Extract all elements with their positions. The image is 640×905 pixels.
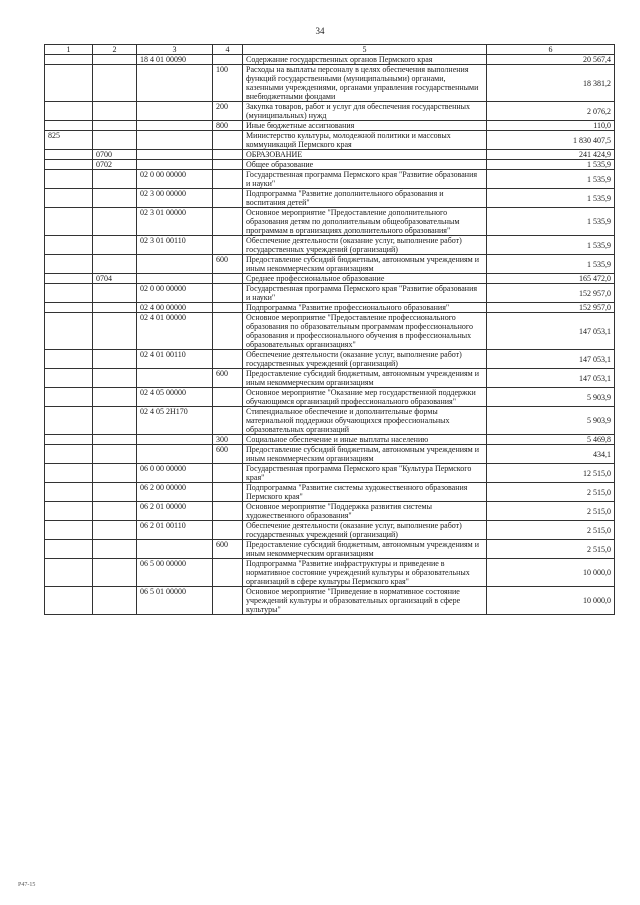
amount-cell: 1 535,9 <box>487 255 615 274</box>
section-code-cell <box>93 407 137 435</box>
expense-type-cell: 600 <box>213 369 243 388</box>
section-code-cell: 0702 <box>93 160 137 170</box>
description-cell: Подпрограмма "Развитие системы художественного образования Пермского края" <box>243 483 487 502</box>
target-article-cell: 06 2 00 00000 <box>137 483 213 502</box>
description-cell: Предоставление субсидий бюджетным, автономным учреждениям и иным некоммерческим организациям <box>243 369 487 388</box>
expense-type-cell: 200 <box>213 102 243 121</box>
table-row <box>45 131 615 150</box>
ministry-code-cell <box>45 102 93 121</box>
target-article-cell <box>137 369 213 388</box>
section-code-cell <box>93 303 137 313</box>
section-code-cell <box>93 284 137 303</box>
section-code-cell <box>93 502 137 521</box>
table-row <box>45 274 615 284</box>
target-article-cell: 02 4 01 00000 <box>137 313 213 350</box>
expense-type-cell <box>213 388 243 407</box>
page-number: 34 <box>315 26 325 36</box>
ministry-code-cell <box>45 150 93 160</box>
section-code-cell: 0704 <box>93 274 137 284</box>
ministry-code-cell <box>45 208 93 236</box>
target-article-cell: 02 0 00 00000 <box>137 284 213 303</box>
header-cell: 4 <box>213 45 243 55</box>
expense-type-cell <box>213 274 243 284</box>
ministry-code-cell <box>45 160 93 170</box>
ministry-code-cell <box>45 540 93 559</box>
ministry-code-cell <box>45 521 93 540</box>
section-code-cell <box>93 587 137 615</box>
section-code-cell <box>93 350 137 369</box>
amount-cell: 152 957,0 <box>487 303 615 313</box>
ministry-code-cell <box>45 236 93 255</box>
section-code-cell <box>93 521 137 540</box>
table-row <box>45 502 615 521</box>
description-cell: Государственная программа Пермского края "Развитие образования и науки" <box>243 284 487 303</box>
ministry-code-cell <box>45 435 93 445</box>
section-code-cell <box>93 540 137 559</box>
amount-cell: 2 515,0 <box>487 502 615 521</box>
ministry-code-cell <box>45 65 93 102</box>
target-article-cell <box>137 121 213 131</box>
table-header-row <box>45 45 615 55</box>
expense-type-cell: 600 <box>213 445 243 464</box>
ministry-code-cell <box>45 313 93 350</box>
section-code-cell <box>93 559 137 587</box>
table-row <box>45 102 615 121</box>
description-cell: Предоставление субсидий бюджетным, автономным учреждениям и иным некоммерческим организациям <box>243 445 487 464</box>
section-code-cell <box>93 369 137 388</box>
expense-type-cell <box>213 587 243 615</box>
expense-type-cell <box>213 483 243 502</box>
description-cell: Министерство культуры, молодежной политики и массовых коммуникаций Пермского края <box>243 131 487 150</box>
amount-cell: 2 515,0 <box>487 540 615 559</box>
section-code-cell <box>93 255 137 274</box>
target-article-cell <box>137 274 213 284</box>
table-row <box>45 559 615 587</box>
amount-cell: 1 535,9 <box>487 236 615 255</box>
budget-table <box>44 44 615 615</box>
expense-type-cell <box>213 464 243 483</box>
description-cell: Содержание государственных органов Пермского края <box>243 55 487 65</box>
header-cell: 3 <box>137 45 213 55</box>
description-cell: Государственная программа Пермского края "Культура Пермского края" <box>243 464 487 483</box>
table-row <box>45 236 615 255</box>
description-cell: Среднее профессиональное образование <box>243 274 487 284</box>
description-cell: Подпрограмма "Развитие дополнительного образования и воспитания детей" <box>243 189 487 208</box>
description-cell: Обеспечение деятельности (оказание услуг, выполнение работ) государственных учреждений (организаций) <box>243 236 487 255</box>
description-cell: Подпрограмма "Развитие профессионального образования" <box>243 303 487 313</box>
table-row <box>45 313 615 350</box>
target-article-cell <box>137 540 213 559</box>
expense-type-cell: 800 <box>213 121 243 131</box>
description-cell: Основное мероприятие "Предоставление дополнительного образования детям по дополнительным общеобразовательным программам в организациях дополнительного образования" <box>243 208 487 236</box>
table-row <box>45 121 615 131</box>
amount-cell: 152 957,0 <box>487 284 615 303</box>
description-cell: Предоставление субсидий бюджетным, автономным учреждениям и иным некоммерческим организациям <box>243 540 487 559</box>
description-cell: Основное мероприятие "Приведение в нормативное состояние учреждений культуры и образовательных организаций в сфере культуры" <box>243 587 487 615</box>
target-article-cell: 02 4 05 2Н170 <box>137 407 213 435</box>
ministry-code-cell <box>45 407 93 435</box>
budget-table-body <box>45 45 615 615</box>
section-code-cell <box>93 445 137 464</box>
ministry-code-cell <box>45 274 93 284</box>
section-code-cell <box>93 131 137 150</box>
section-code-cell <box>93 236 137 255</box>
target-article-cell <box>137 102 213 121</box>
ministry-code-cell <box>45 350 93 369</box>
expense-type-cell <box>213 55 243 65</box>
amount-cell: 2 076,2 <box>487 102 615 121</box>
description-cell: Социальное обеспечение и иные выплаты населению <box>243 435 487 445</box>
description-cell: Обеспечение деятельности (оказание услуг, выполнение работ) государственных учреждений (организаций) <box>243 350 487 369</box>
table-row <box>45 350 615 369</box>
target-article-cell: 02 0 00 00000 <box>137 170 213 189</box>
section-code-cell: 0700 <box>93 150 137 160</box>
target-article-cell: 02 3 00 00000 <box>137 189 213 208</box>
table-row <box>45 150 615 160</box>
target-article-cell: 02 4 01 00110 <box>137 350 213 369</box>
description-cell: Иные бюджетные ассигнования <box>243 121 487 131</box>
section-code-cell <box>93 483 137 502</box>
amount-cell: 1 535,9 <box>487 208 615 236</box>
ministry-code-cell <box>45 369 93 388</box>
amount-cell: 5 469,8 <box>487 435 615 445</box>
description-cell: Обеспечение деятельности (оказание услуг, выполнение работ) государственных учреждений (организаций) <box>243 521 487 540</box>
table-row <box>45 369 615 388</box>
expense-type-cell: 600 <box>213 255 243 274</box>
target-article-cell: 06 2 01 00000 <box>137 502 213 521</box>
target-article-cell: 02 3 01 00000 <box>137 208 213 236</box>
ministry-code-cell <box>45 255 93 274</box>
target-article-cell <box>137 150 213 160</box>
ministry-code-cell <box>45 121 93 131</box>
header-cell: 5 <box>243 45 487 55</box>
section-code-cell <box>93 55 137 65</box>
description-cell: Основное мероприятие "Оказание мер государственной поддержки обучающимся организаций профессионального образования" <box>243 388 487 407</box>
expense-type-cell <box>213 131 243 150</box>
description-cell: Расходы на выплаты персоналу в целях обеспечения выполнения функций государственными (муниципальными) органами, казенными учреждениями, органами управления государственными внебюджетными фондами <box>243 65 487 102</box>
amount-cell: 1 535,9 <box>487 160 615 170</box>
header-cell: 1 <box>45 45 93 55</box>
expense-type-cell <box>213 236 243 255</box>
section-code-cell <box>93 435 137 445</box>
description-cell: Стипендиальное обеспечение и дополнительные формы материальной поддержки обучающихся профессиональных образовательных организаций <box>243 407 487 435</box>
target-article-cell <box>137 131 213 150</box>
amount-cell: 5 903,9 <box>487 407 615 435</box>
table-row <box>45 65 615 102</box>
description-cell: Государственная программа Пермского края "Развитие образования и науки" <box>243 170 487 189</box>
target-article-cell: 06 2 01 00110 <box>137 521 213 540</box>
ministry-code-cell <box>45 587 93 615</box>
amount-cell: 241 424,9 <box>487 150 615 160</box>
table-row <box>45 208 615 236</box>
expense-type-cell: 100 <box>213 65 243 102</box>
target-article-cell <box>137 255 213 274</box>
table-row <box>45 464 615 483</box>
expense-type-cell: 300 <box>213 435 243 445</box>
expense-type-cell <box>213 350 243 369</box>
target-article-cell: 06 5 01 00000 <box>137 587 213 615</box>
expense-type-cell <box>213 208 243 236</box>
table-row <box>45 521 615 540</box>
section-code-cell <box>93 170 137 189</box>
amount-cell: 20 567,4 <box>487 55 615 65</box>
amount-cell: 5 903,9 <box>487 388 615 407</box>
table-row <box>45 255 615 274</box>
description-cell: Предоставление субсидий бюджетным, автономным учреждениям и иным некоммерческим организациям <box>243 255 487 274</box>
description-cell: Общее образование <box>243 160 487 170</box>
description-cell: Основное мероприятие "Предоставление профессионального образования по образовательным программам профессионального образования и профессионального обучения в профессиональных образовательных организациях" <box>243 313 487 350</box>
ministry-code-cell: 825 <box>45 131 93 150</box>
expense-type-cell <box>213 170 243 189</box>
table-row <box>45 587 615 615</box>
table-row <box>45 55 615 65</box>
section-code-cell <box>93 65 137 102</box>
expense-type-cell <box>213 521 243 540</box>
target-article-cell: 06 5 00 00000 <box>137 559 213 587</box>
table-row <box>45 189 615 208</box>
amount-cell: 165 472,0 <box>487 274 615 284</box>
table-row <box>45 435 615 445</box>
expense-type-cell <box>213 284 243 303</box>
table-row <box>45 284 615 303</box>
description-cell: Подпрограмма "Развитие инфраструктуры и приведение в нормативное состояние учреждений культуры и образовательных организаций в сфере культуры Пермского края" <box>243 559 487 587</box>
target-article-cell: 02 4 05 00000 <box>137 388 213 407</box>
ministry-code-cell <box>45 445 93 464</box>
description-cell: ОБРАЗОВАНИЕ <box>243 150 487 160</box>
expense-type-cell <box>213 160 243 170</box>
amount-cell: 18 381,2 <box>487 65 615 102</box>
section-code-cell <box>93 313 137 350</box>
footer-code: Р47-15 <box>18 882 36 888</box>
ministry-code-cell <box>45 303 93 313</box>
section-code-cell <box>93 102 137 121</box>
target-article-cell <box>137 160 213 170</box>
ministry-code-cell <box>45 502 93 521</box>
amount-cell: 1 535,9 <box>487 189 615 208</box>
amount-cell: 110,0 <box>487 121 615 131</box>
amount-cell: 10 000,0 <box>487 559 615 587</box>
section-code-cell <box>93 388 137 407</box>
ministry-code-cell <box>45 189 93 208</box>
description-cell: Основное мероприятие "Поддержка развития системы художественного образования" <box>243 502 487 521</box>
target-article-cell <box>137 435 213 445</box>
section-code-cell <box>93 189 137 208</box>
amount-cell: 434,1 <box>487 445 615 464</box>
expense-type-cell <box>213 407 243 435</box>
expense-type-cell: 600 <box>213 540 243 559</box>
amount-cell: 147 053,1 <box>487 313 615 350</box>
target-article-cell: 18 4 01 00090 <box>137 55 213 65</box>
table-row <box>45 160 615 170</box>
amount-cell: 2 515,0 <box>487 483 615 502</box>
section-code-cell <box>93 208 137 236</box>
target-article-cell <box>137 65 213 102</box>
section-code-cell <box>93 121 137 131</box>
amount-cell: 147 053,1 <box>487 369 615 388</box>
amount-cell: 1 535,9 <box>487 170 615 189</box>
amount-cell: 1 830 407,5 <box>487 131 615 150</box>
ministry-code-cell <box>45 483 93 502</box>
expense-type-cell <box>213 502 243 521</box>
target-article-cell: 06 0 00 00000 <box>137 464 213 483</box>
expense-type-cell <box>213 559 243 587</box>
table-row <box>45 303 615 313</box>
expense-type-cell <box>213 303 243 313</box>
ministry-code-cell <box>45 464 93 483</box>
ministry-code-cell <box>45 55 93 65</box>
amount-cell: 2 515,0 <box>487 521 615 540</box>
table-row <box>45 170 615 189</box>
description-cell: Закупка товаров, работ и услуг для обеспечения государственных (муниципальных) нужд <box>243 102 487 121</box>
table-row <box>45 388 615 407</box>
target-article-cell: 02 3 01 00110 <box>137 236 213 255</box>
target-article-cell <box>137 445 213 464</box>
target-article-cell: 02 4 00 00000 <box>137 303 213 313</box>
table-row <box>45 540 615 559</box>
amount-cell: 147 053,1 <box>487 350 615 369</box>
ministry-code-cell <box>45 284 93 303</box>
expense-type-cell <box>213 313 243 350</box>
expense-type-cell <box>213 189 243 208</box>
expense-type-cell <box>213 150 243 160</box>
amount-cell: 10 000,0 <box>487 587 615 615</box>
table-row <box>45 483 615 502</box>
amount-cell: 12 515,0 <box>487 464 615 483</box>
header-cell: 6 <box>487 45 615 55</box>
ministry-code-cell <box>45 170 93 189</box>
ministry-code-cell <box>45 559 93 587</box>
ministry-code-cell <box>45 388 93 407</box>
section-code-cell <box>93 464 137 483</box>
table-row <box>45 407 615 435</box>
table-row <box>45 445 615 464</box>
header-cell: 2 <box>93 45 137 55</box>
